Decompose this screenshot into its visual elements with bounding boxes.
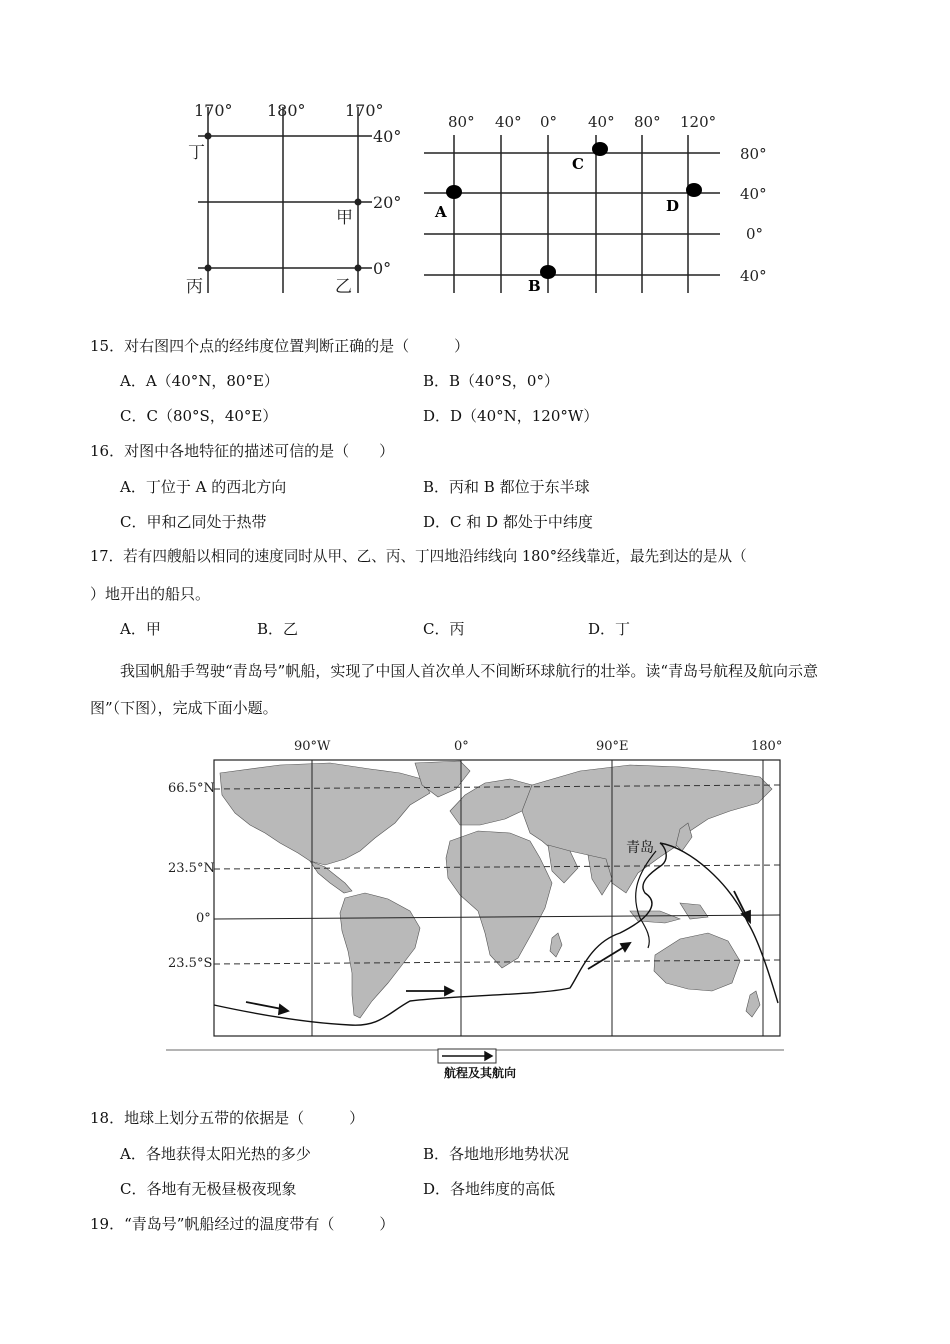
q16-option-d: D．C 和 D 都处于中纬度	[423, 513, 593, 531]
map-left-label-3: 0°	[196, 911, 211, 926]
map-left-label-4: 23.5°S	[168, 956, 213, 971]
label-d: D	[666, 197, 680, 215]
q17-option-d: D．丁	[588, 620, 631, 638]
q15-option-b: B．B（40°S，0°）	[423, 372, 559, 390]
right-top-label-6: 120°	[680, 113, 717, 131]
label-b: B	[528, 277, 541, 295]
label-yi: 乙	[335, 277, 352, 297]
point-bing	[205, 265, 212, 272]
q17-option-b: B．乙	[257, 620, 299, 638]
map-top-label-4: 180°	[751, 739, 783, 754]
question-17-stem-line2: ）地开出的船只。	[90, 585, 211, 603]
q18-option-d: D．各地纬度的高低	[423, 1180, 556, 1198]
point-jia	[355, 199, 362, 206]
q15-option-a: A．A（40°N，80°E）	[120, 372, 279, 390]
right-right-label-2: 40°	[740, 185, 767, 203]
passage-text: 我国帆船手驾驶“青岛号”帆船，实现了中国人首次单人不间断环球航行的壮举。读“青岛号航程及航向示意图”（下图），完成下面小题。	[90, 662, 819, 717]
label-ding: 丁	[188, 143, 205, 163]
right-top-label-1: 80°	[448, 113, 475, 131]
point-c	[592, 142, 608, 156]
point-yi	[355, 265, 362, 272]
label-jia: 甲	[336, 208, 353, 228]
right-grid-figure	[420, 105, 780, 300]
q15-option-c: C．C（80°S，40°E）	[120, 407, 278, 425]
label-c: C	[572, 155, 584, 173]
map-top-label-3: 90°E	[596, 739, 629, 754]
legend-label: 航程及其航向	[444, 1066, 517, 1080]
q18-option-a: A．各地获得太阳光热的多少	[120, 1145, 311, 1163]
point-a	[446, 185, 462, 199]
right-top-label-3: 0°	[540, 113, 558, 131]
right-right-label-4: 40°	[740, 267, 767, 285]
q16-option-a: A．丁位于 A 的西北方向	[120, 478, 287, 496]
city-label-qingdao: 青岛	[626, 840, 654, 856]
left-top-label-2: 180°	[267, 101, 306, 120]
right-right-label-1: 80°	[740, 145, 767, 163]
question-17-stem-line1: 17．若有四艘船以相同的速度同时从甲、乙、丙、丁四地沿纬线向 180°经线靠近，最先到达的是从（	[90, 548, 747, 565]
right-top-label-2: 40°	[495, 113, 522, 131]
map-top-label-1: 90°W	[294, 739, 331, 754]
q18-option-c: C．各地有无极昼极夜现象	[120, 1180, 297, 1198]
left-top-label-3: 170°	[345, 101, 384, 120]
label-a: A	[435, 203, 447, 221]
world-map-figure	[160, 733, 790, 1083]
q16-option-b: B．丙和 B 都位于东半球	[423, 478, 590, 496]
right-top-label-4: 40°	[588, 113, 615, 131]
left-top-label-1: 170°	[194, 101, 233, 120]
left-grid-figure	[180, 95, 410, 300]
map-left-label-1: 66.5°N	[168, 781, 215, 796]
map-top-label-2: 0°	[454, 739, 469, 754]
map-left-label-2: 23.5°N	[168, 861, 215, 876]
question-18-stem: 18．地球上划分五带的依据是（ ）	[90, 1109, 365, 1127]
q17-option-c: C．丙	[423, 620, 465, 638]
right-top-label-5: 80°	[634, 113, 661, 131]
point-b	[540, 265, 556, 279]
question-16-stem: 16．对图中各地特征的描述可信的是（ ）	[90, 442, 395, 460]
right-right-label-3: 0°	[746, 225, 764, 243]
question-15-stem: 15．对右图四个点的经纬度位置判断正确的是（ ）	[90, 337, 470, 355]
point-ding	[205, 133, 212, 140]
point-d	[686, 183, 702, 197]
q15-option-d: D．D（40°N，120°W）	[423, 407, 599, 425]
left-right-label-2: 20°	[373, 193, 402, 212]
q16-option-c: C．甲和乙同处于热带	[120, 513, 267, 531]
left-right-label-3: 0°	[373, 259, 392, 278]
q18-option-b: B．各地地形地势状况	[423, 1145, 570, 1163]
left-right-label-1: 40°	[373, 127, 402, 146]
label-bing: 丙	[186, 277, 203, 297]
question-19-stem: 19．“青岛号”帆船经过的温度带有（ ）	[90, 1215, 395, 1233]
q17-option-a: A．甲	[120, 620, 161, 638]
